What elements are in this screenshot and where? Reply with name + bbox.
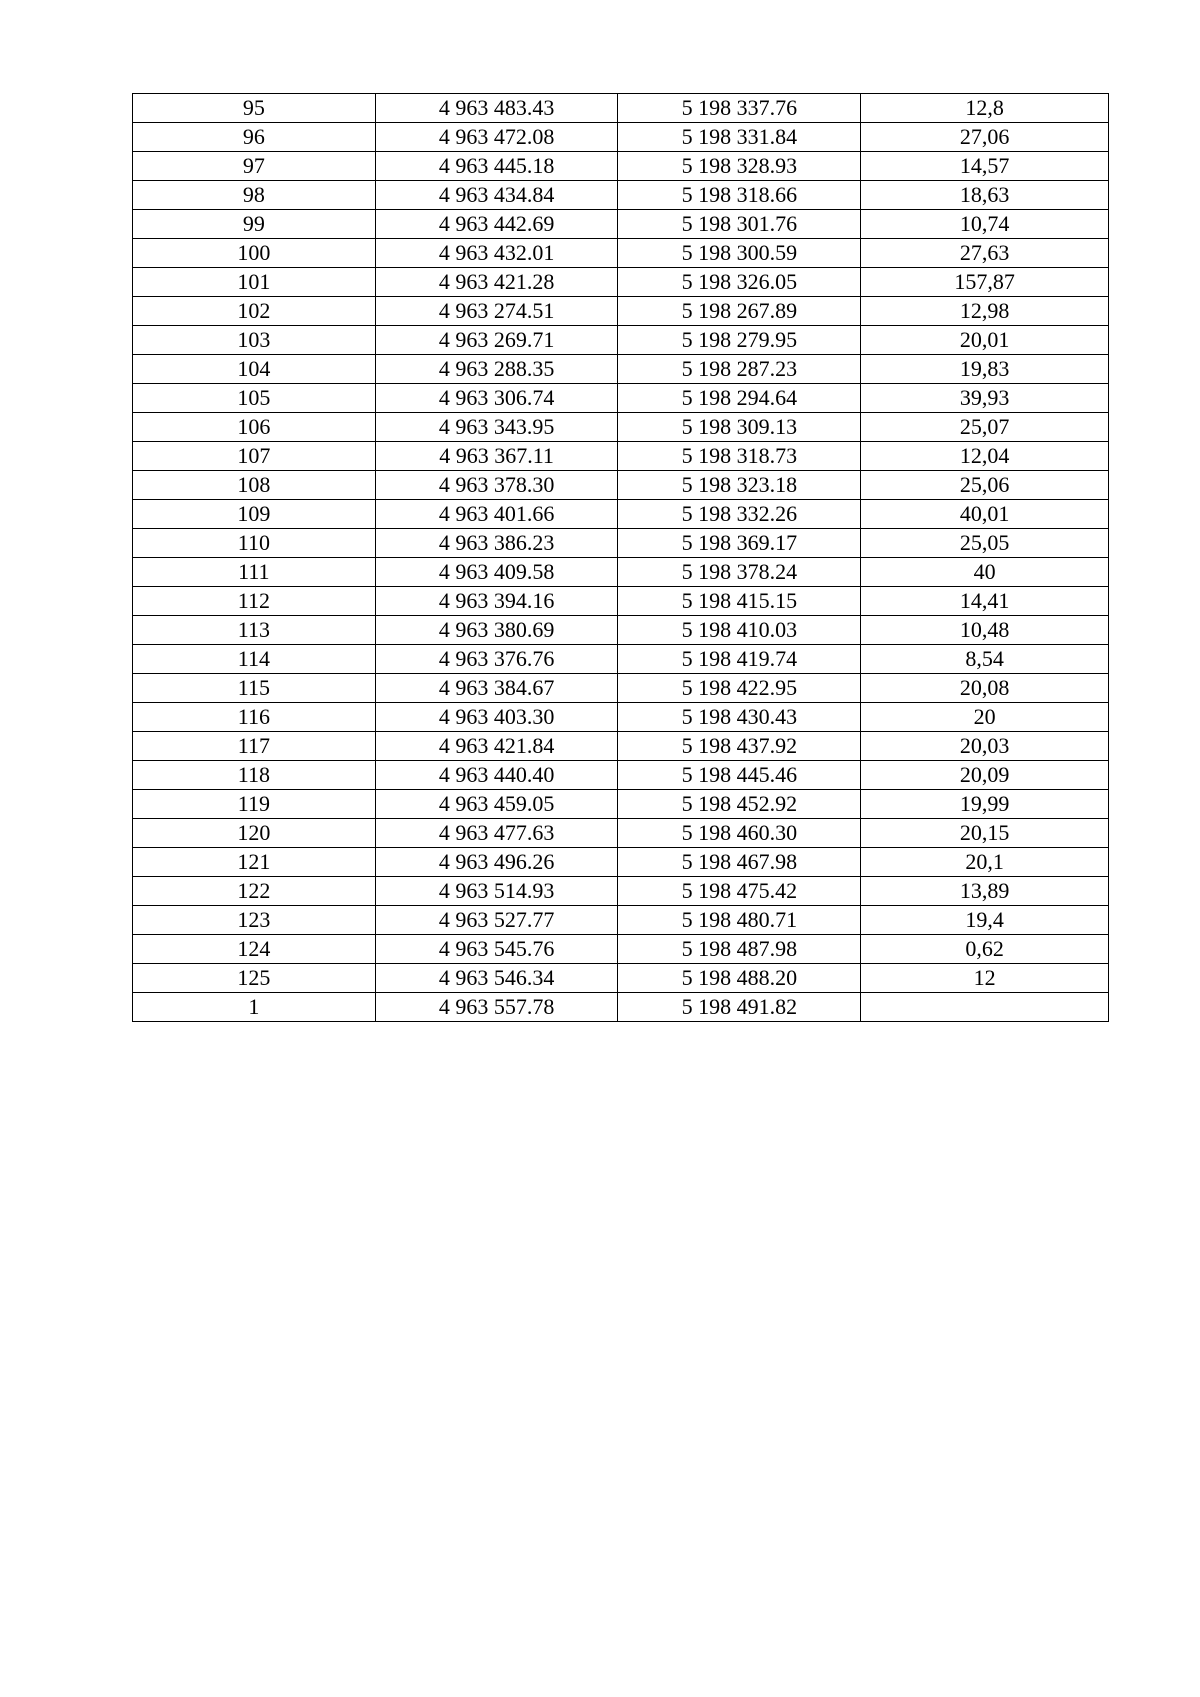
y-coordinate-cell: 5 198 301.76	[618, 210, 861, 239]
y-coordinate-cell: 5 198 337.76	[618, 94, 861, 123]
table-row	[133, 645, 1109, 674]
x-coordinate-cell: 4 963 380.69	[375, 616, 618, 645]
distance-cell: 25,05	[861, 529, 1109, 558]
y-coordinate-cell: 5 198 415.15	[618, 587, 861, 616]
table-row	[133, 993, 1109, 1022]
table-row	[133, 616, 1109, 645]
y-coordinate-cell: 5 198 488.20	[618, 964, 861, 993]
distance-cell: 40	[861, 558, 1109, 587]
y-coordinate-cell: 5 198 491.82	[618, 993, 861, 1022]
point-number-cell: 99	[133, 210, 376, 239]
y-coordinate-cell: 5 198 287.23	[618, 355, 861, 384]
x-coordinate-cell: 4 963 306.74	[375, 384, 618, 413]
y-coordinate-cell: 5 198 410.03	[618, 616, 861, 645]
y-coordinate-cell: 5 198 487.98	[618, 935, 861, 964]
table-row	[133, 558, 1109, 587]
y-coordinate-cell: 5 198 309.13	[618, 413, 861, 442]
distance-cell: 19,4	[861, 906, 1109, 935]
point-number-cell: 111	[133, 558, 376, 587]
x-coordinate-cell: 4 963 459.05	[375, 790, 618, 819]
point-number-cell: 103	[133, 326, 376, 355]
distance-cell: 39,93	[861, 384, 1109, 413]
table-row	[133, 674, 1109, 703]
table-row	[133, 500, 1109, 529]
y-coordinate-cell: 5 198 480.71	[618, 906, 861, 935]
distance-cell: 20,01	[861, 326, 1109, 355]
distance-cell: 18,63	[861, 181, 1109, 210]
y-coordinate-cell: 5 198 430.43	[618, 703, 861, 732]
point-number-cell: 110	[133, 529, 376, 558]
y-coordinate-cell: 5 198 267.89	[618, 297, 861, 326]
distance-cell: 8,54	[861, 645, 1109, 674]
x-coordinate-cell: 4 963 343.95	[375, 413, 618, 442]
table-row	[133, 297, 1109, 326]
distance-cell	[861, 993, 1109, 1022]
distance-cell: 25,07	[861, 413, 1109, 442]
distance-cell: 20,15	[861, 819, 1109, 848]
y-coordinate-cell: 5 198 422.95	[618, 674, 861, 703]
point-number-cell: 102	[133, 297, 376, 326]
x-coordinate-cell: 4 963 442.69	[375, 210, 618, 239]
distance-cell: 14,41	[861, 587, 1109, 616]
distance-cell: 20,1	[861, 848, 1109, 877]
x-coordinate-cell: 4 963 557.78	[375, 993, 618, 1022]
distance-cell: 27,63	[861, 239, 1109, 268]
table-row	[133, 413, 1109, 442]
x-coordinate-cell: 4 963 445.18	[375, 152, 618, 181]
y-coordinate-cell: 5 198 460.30	[618, 819, 861, 848]
table-row	[133, 877, 1109, 906]
x-coordinate-cell: 4 963 401.66	[375, 500, 618, 529]
distance-cell: 12	[861, 964, 1109, 993]
distance-cell: 10,74	[861, 210, 1109, 239]
point-number-cell: 95	[133, 94, 376, 123]
y-coordinate-cell: 5 198 331.84	[618, 123, 861, 152]
y-coordinate-cell: 5 198 437.92	[618, 732, 861, 761]
x-coordinate-cell: 4 963 274.51	[375, 297, 618, 326]
table-row	[133, 819, 1109, 848]
y-coordinate-cell: 5 198 318.66	[618, 181, 861, 210]
distance-cell: 25,06	[861, 471, 1109, 500]
table-row	[133, 964, 1109, 993]
distance-cell: 20,03	[861, 732, 1109, 761]
y-coordinate-cell: 5 198 294.64	[618, 384, 861, 413]
point-number-cell: 115	[133, 674, 376, 703]
distance-cell: 19,99	[861, 790, 1109, 819]
distance-cell: 0,62	[861, 935, 1109, 964]
point-number-cell: 120	[133, 819, 376, 848]
table-row	[133, 471, 1109, 500]
y-coordinate-cell: 5 198 332.26	[618, 500, 861, 529]
point-number-cell: 124	[133, 935, 376, 964]
distance-cell: 12,98	[861, 297, 1109, 326]
x-coordinate-cell: 4 963 545.76	[375, 935, 618, 964]
table-row	[133, 848, 1109, 877]
table-row	[133, 906, 1109, 935]
point-number-cell: 98	[133, 181, 376, 210]
point-number-cell: 114	[133, 645, 376, 674]
point-number-cell: 125	[133, 964, 376, 993]
point-number-cell: 117	[133, 732, 376, 761]
y-coordinate-cell: 5 198 279.95	[618, 326, 861, 355]
point-number-cell: 106	[133, 413, 376, 442]
table-row	[133, 790, 1109, 819]
point-number-cell: 121	[133, 848, 376, 877]
point-number-cell: 109	[133, 500, 376, 529]
x-coordinate-cell: 4 963 527.77	[375, 906, 618, 935]
x-coordinate-cell: 4 963 546.34	[375, 964, 618, 993]
table-row	[133, 384, 1109, 413]
point-number-cell: 113	[133, 616, 376, 645]
distance-cell: 20	[861, 703, 1109, 732]
x-coordinate-cell: 4 963 403.30	[375, 703, 618, 732]
distance-cell: 19,83	[861, 355, 1109, 384]
x-coordinate-cell: 4 963 376.76	[375, 645, 618, 674]
y-coordinate-cell: 5 198 475.42	[618, 877, 861, 906]
table-row	[133, 761, 1109, 790]
table-row	[133, 703, 1109, 732]
x-coordinate-cell: 4 963 394.16	[375, 587, 618, 616]
point-number-cell: 1	[133, 993, 376, 1022]
x-coordinate-cell: 4 963 288.35	[375, 355, 618, 384]
y-coordinate-cell: 5 198 369.17	[618, 529, 861, 558]
x-coordinate-cell: 4 963 514.93	[375, 877, 618, 906]
point-number-cell: 119	[133, 790, 376, 819]
table-row	[133, 152, 1109, 181]
table-row	[133, 529, 1109, 558]
table-row	[133, 935, 1109, 964]
point-number-cell: 101	[133, 268, 376, 297]
x-coordinate-cell: 4 963 384.67	[375, 674, 618, 703]
table-row	[133, 239, 1109, 268]
table-row	[133, 732, 1109, 761]
x-coordinate-cell: 4 963 378.30	[375, 471, 618, 500]
coordinates-table-body	[133, 94, 1109, 1022]
y-coordinate-cell: 5 198 328.93	[618, 152, 861, 181]
table-row	[133, 181, 1109, 210]
x-coordinate-cell: 4 963 421.84	[375, 732, 618, 761]
point-number-cell: 100	[133, 239, 376, 268]
y-coordinate-cell: 5 198 326.05	[618, 268, 861, 297]
x-coordinate-cell: 4 963 409.58	[375, 558, 618, 587]
x-coordinate-cell: 4 963 472.08	[375, 123, 618, 152]
y-coordinate-cell: 5 198 323.18	[618, 471, 861, 500]
distance-cell: 12,8	[861, 94, 1109, 123]
distance-cell: 27,06	[861, 123, 1109, 152]
distance-cell: 13,89	[861, 877, 1109, 906]
distance-cell: 10,48	[861, 616, 1109, 645]
x-coordinate-cell: 4 963 477.63	[375, 819, 618, 848]
y-coordinate-cell: 5 198 419.74	[618, 645, 861, 674]
coordinates-table	[132, 93, 1109, 1022]
point-number-cell: 97	[133, 152, 376, 181]
point-number-cell: 123	[133, 906, 376, 935]
point-number-cell: 112	[133, 587, 376, 616]
x-coordinate-cell: 4 963 386.23	[375, 529, 618, 558]
x-coordinate-cell: 4 963 434.84	[375, 181, 618, 210]
x-coordinate-cell: 4 963 483.43	[375, 94, 618, 123]
table-row	[133, 442, 1109, 471]
y-coordinate-cell: 5 198 445.46	[618, 761, 861, 790]
y-coordinate-cell: 5 198 452.92	[618, 790, 861, 819]
table-row	[133, 587, 1109, 616]
table-row	[133, 268, 1109, 297]
point-number-cell: 116	[133, 703, 376, 732]
table-row	[133, 94, 1109, 123]
point-number-cell: 105	[133, 384, 376, 413]
table-row	[133, 355, 1109, 384]
x-coordinate-cell: 4 963 269.71	[375, 326, 618, 355]
distance-cell: 157,87	[861, 268, 1109, 297]
point-number-cell: 96	[133, 123, 376, 152]
point-number-cell: 107	[133, 442, 376, 471]
point-number-cell: 118	[133, 761, 376, 790]
x-coordinate-cell: 4 963 367.11	[375, 442, 618, 471]
y-coordinate-cell: 5 198 467.98	[618, 848, 861, 877]
distance-cell: 40,01	[861, 500, 1109, 529]
distance-cell: 14,57	[861, 152, 1109, 181]
distance-cell: 20,08	[861, 674, 1109, 703]
distance-cell: 20,09	[861, 761, 1109, 790]
x-coordinate-cell: 4 963 440.40	[375, 761, 618, 790]
table-row	[133, 326, 1109, 355]
x-coordinate-cell: 4 963 421.28	[375, 268, 618, 297]
point-number-cell: 122	[133, 877, 376, 906]
y-coordinate-cell: 5 198 318.73	[618, 442, 861, 471]
x-coordinate-cell: 4 963 496.26	[375, 848, 618, 877]
point-number-cell: 104	[133, 355, 376, 384]
point-number-cell: 108	[133, 471, 376, 500]
y-coordinate-cell: 5 198 378.24	[618, 558, 861, 587]
table-row	[133, 123, 1109, 152]
table-row	[133, 210, 1109, 239]
y-coordinate-cell: 5 198 300.59	[618, 239, 861, 268]
x-coordinate-cell: 4 963 432.01	[375, 239, 618, 268]
distance-cell: 12,04	[861, 442, 1109, 471]
